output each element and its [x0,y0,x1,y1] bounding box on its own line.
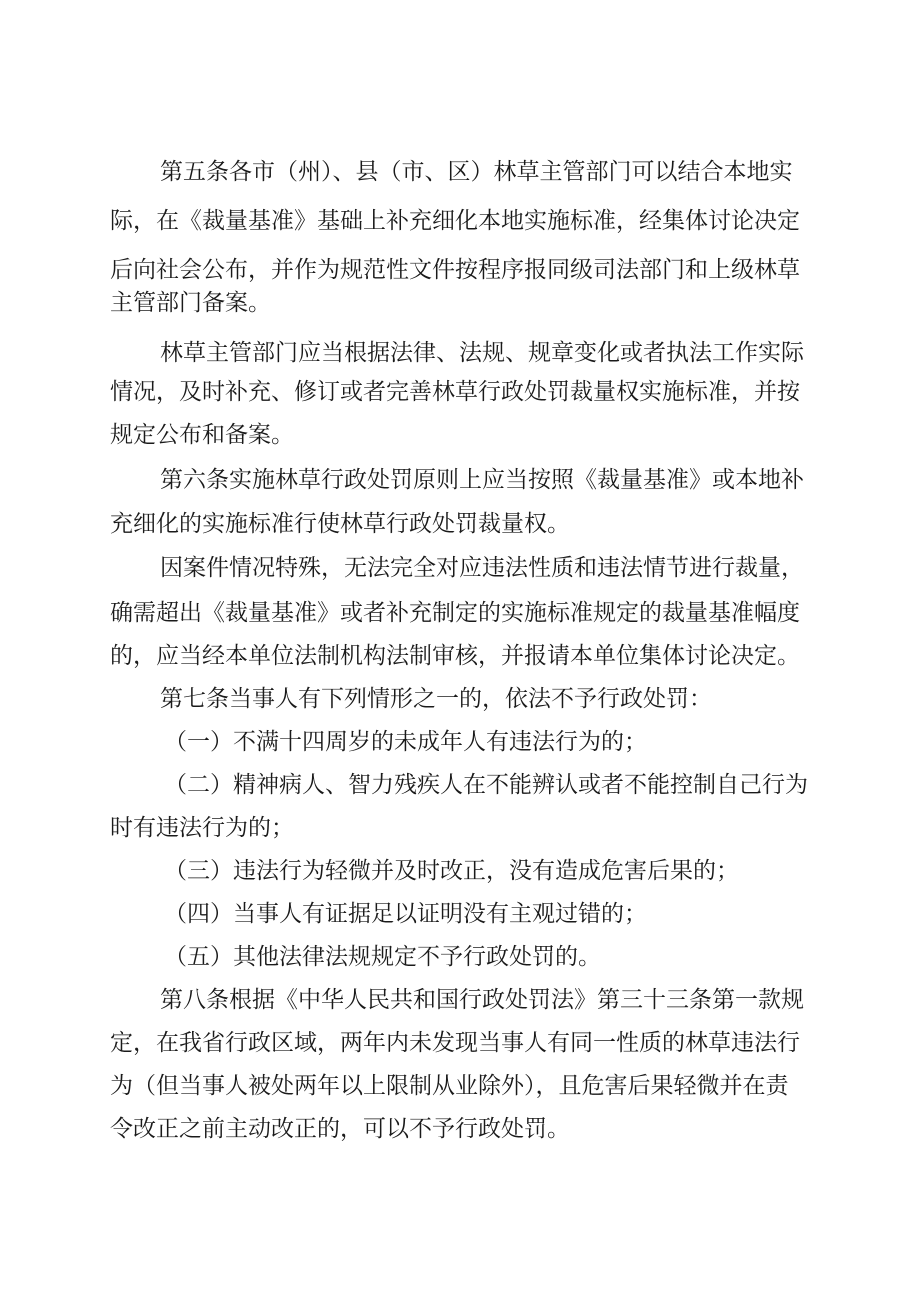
text-line: （四）当事人有证据足以证明没有主观过错的； [164,901,647,927]
text-line: 林草主管部门应当根据法律、法规、规章变化或者执法工作实际 [160,340,804,366]
text-line: 主管部门备案。 [110,290,271,316]
paragraph [0,331,920,375]
article-5-paragraph [0,150,920,194]
text-line: 第五条各市（州）、县（市、区）林草主管部门可以结合本地实 [160,159,793,185]
list-item [0,720,920,764]
text-line: 时有违法行为的； [110,815,294,841]
list-item [0,935,920,979]
text-line: （五）其他法律法规规定不予行政处罚的。 [164,944,601,970]
text-line: 定，在我省行政区域，两年内未发现当事人有同一性质的林草违法行 [110,1030,800,1056]
paragraph [0,591,920,635]
article-6-paragraph [0,502,920,546]
paragraph [0,413,920,457]
article-5-paragraph [0,281,920,325]
text-line: 情况，及时补充、修订或者完善林草行政处罚裁量权实施标准，并按 [110,379,800,405]
list-item [0,806,920,850]
text-line: （三）违法行为轻微并及时改正，没有造成危害后果的； [164,858,739,884]
article-8-paragraph [0,1107,920,1151]
text-line: 充细化的实施标准行使林草行政处罚裁量权。 [110,511,570,537]
text-line: 第七条当事人有下列情形之一的，依法不予行政处罚： [160,686,712,712]
paragraph [0,546,920,590]
text-line: （二）精神病人、智力残疾人在不能辨认或者不能控制自己行为 [164,772,808,798]
list-item [0,763,920,807]
list-item [0,849,920,893]
article-6-paragraph [0,458,920,502]
article-5-paragraph [0,199,920,243]
text-line: 令改正之前主动改正的，可以不予行政处罚。 [110,1116,570,1142]
article-7-paragraph [0,677,920,721]
article-8-paragraph [0,1064,920,1108]
article-8-paragraph [0,1021,920,1065]
text-line: 因案件情况特殊，无法完全对应违法性质和违法情节进行裁量， [160,555,804,581]
text-line: 第八条根据《中华人民共和国行政处罚法》第三十三条第一款规 [160,987,804,1013]
text-line: 确需超出《裁量基准》或者补充制定的实施标准规定的裁量基准幅度 [110,600,800,626]
text-line: （一）不满十四周岁的未成年人有违法行为的； [164,729,647,755]
text-line: 为（但当事人被处两年以上限制从业除外），且危害后果轻微并在责 [110,1073,789,1099]
text-line: 规定公布和备案。 [110,422,294,448]
paragraph [0,370,920,414]
list-item [0,892,920,936]
text-line: 的，应当经本单位法制机构法制审核，并报请本单位集体讨论决定。 [110,643,800,669]
article-8-paragraph [0,978,920,1022]
text-line: 第六条实施林草行政处罚原则上应当按照《裁量基准》或本地补 [160,467,804,493]
text-line: 际，在《裁量基准》基础上补充细化本地实施标准，经集体讨论决定 [110,208,800,234]
text-line: 后向社会公布，并作为规范性文件按程序报同级司法部门和上级林草 [110,257,800,283]
paragraph [0,634,920,678]
